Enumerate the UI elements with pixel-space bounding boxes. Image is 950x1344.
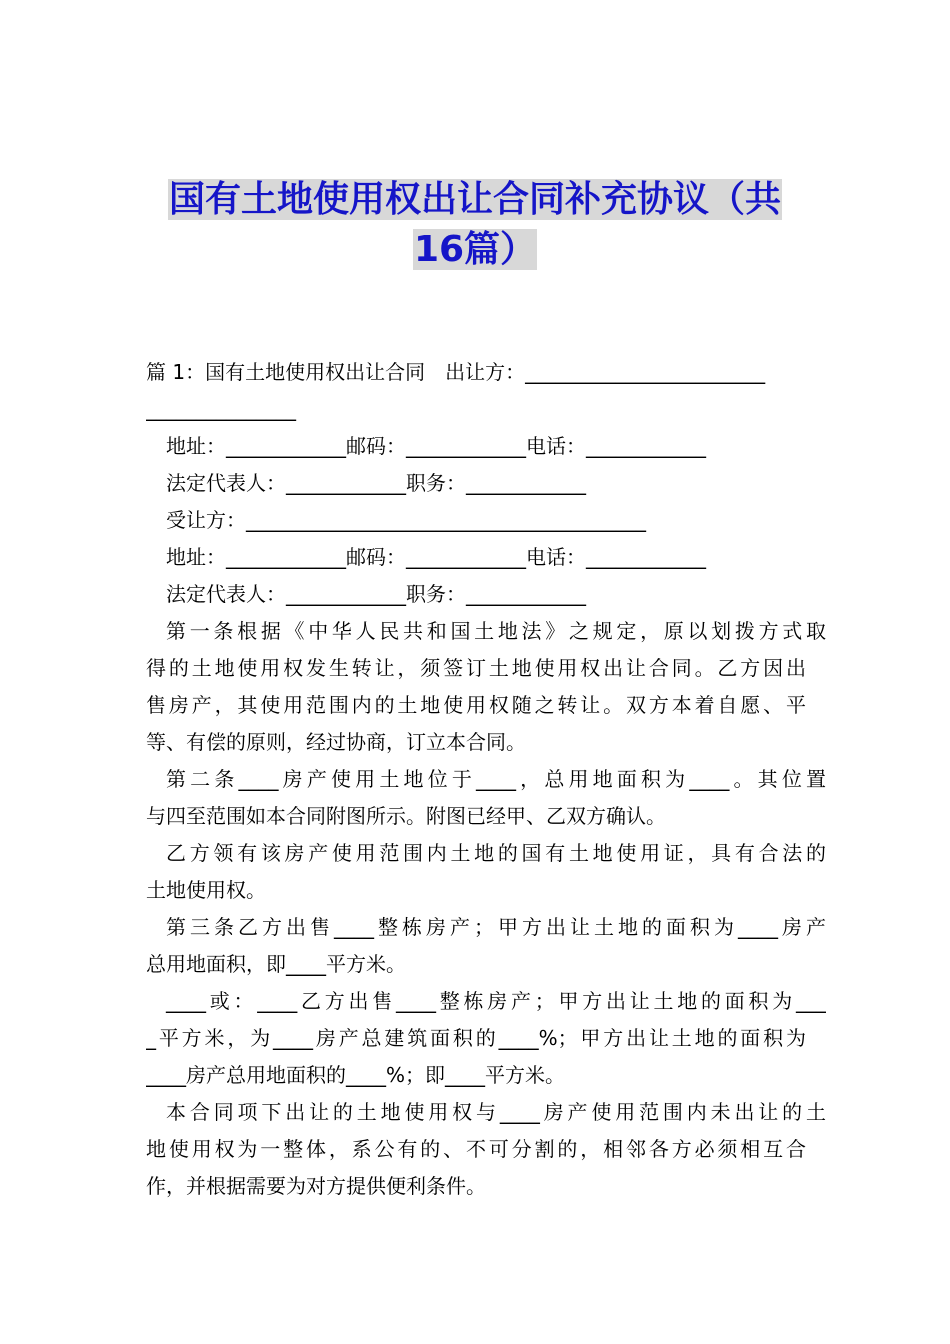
text-line-19: _平方米，为____房产总建筑面积的____%；甲方出让土地的面积为 (146, 1026, 806, 1050)
text-line-12: 第二条____房产使用土地位于____，总用地面积为____。其位置 (166, 767, 826, 791)
text-line-4: 法定代表人：____________职务：____________ (166, 471, 586, 495)
text-line-9: 得的土地使用权发生转让，须签订土地使用权出让合同。乙方因出 (146, 656, 806, 680)
document-title (146, 175, 804, 275)
text-line-8: 第一条根据《中华人民共和国土地法》之规定，原以划拨方式取 (166, 619, 826, 643)
text-line-20: ____房产总用地面积的____%；即____平方米。 (146, 1063, 566, 1087)
text-line-2: _______________ (146, 397, 296, 421)
text-line-15: 土地使用权。 (146, 878, 266, 902)
text-line-18: ____或：____乙方出售____整栋房产；甲方出让土地的面积为___ (166, 989, 826, 1013)
text-line-10: 售房产，其使用范围内的土地使用权随之转让。双方本着自愿、平 (146, 693, 806, 717)
text-line-14: 乙方领有该房产使用范围内土地的国有土地使用证，具有合法的 (166, 841, 826, 865)
title-line-1: 国有土地使用权出让合同补充协议（共 (168, 179, 781, 220)
text-line-22: 地使用权为一整体，系公有的、不可分割的，相邻各方必须相互合 (146, 1137, 806, 1161)
text-line-11: 等、有偿的原则，经过协商，订立本合同。 (146, 730, 526, 754)
text-line-5: 受让方：________________________________________ (166, 508, 646, 532)
text-line-17: 总用地面积，即____平方米。 (146, 952, 406, 976)
text-line-1: 篇 1：国有土地使用权出让合同 出让方：________________________ (146, 360, 766, 384)
text-line-6: 地址：____________邮码：____________电话：____________ (166, 545, 706, 569)
text-line-7: 法定代表人：____________职务：____________ (166, 582, 586, 606)
text-line-21: 本合同项下出让的土地使用权与____房产使用范围内未出让的土 (166, 1100, 826, 1124)
title-line-2: 16篇） (413, 229, 537, 270)
text-line-23: 作，并根据需要为对方提供便利条件。 (146, 1174, 486, 1198)
text-line-16: 第三条乙方出售____整栋房产；甲方出让土地的面积为____房产 (166, 915, 826, 939)
text-line-3: 地址：____________邮码：____________电话：____________ (166, 434, 706, 458)
text-line-13: 与四至范围如本合同附图所示。附图已经甲、乙双方确认。 (146, 804, 666, 828)
